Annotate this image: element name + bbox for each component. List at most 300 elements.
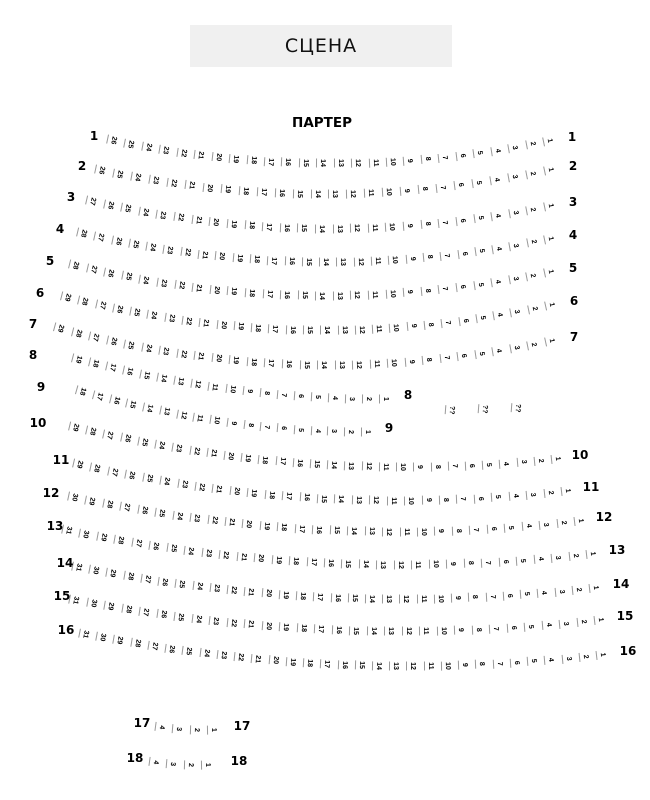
seat[interactable]: 10	[225, 384, 236, 394]
seat[interactable]: 24	[159, 476, 170, 487]
seat[interactable]: 6	[465, 461, 475, 470]
seat[interactable]: 12	[399, 594, 409, 603]
seat[interactable]: 8	[420, 219, 431, 229]
seat[interactable]: 24	[154, 440, 165, 451]
seat[interactable]: 26	[103, 199, 115, 210]
seat[interactable]: 26	[149, 540, 160, 550]
seat[interactable]: 18	[244, 220, 255, 230]
seat[interactable]: 19	[271, 555, 282, 565]
seat[interactable]: 8	[243, 420, 254, 430]
seat[interactable]: 15	[341, 559, 351, 568]
seat[interactable]: 3	[559, 619, 570, 629]
seat[interactable]: 11	[411, 560, 421, 569]
seat[interactable]: 2	[576, 617, 587, 627]
seat[interactable]: 12	[406, 661, 416, 670]
seat[interactable]: 20	[216, 320, 227, 330]
seat[interactable]: 8	[439, 495, 449, 504]
seat[interactable]: 3	[516, 457, 527, 467]
seat[interactable]: 28	[77, 296, 89, 307]
seat[interactable]: 20	[209, 217, 220, 227]
seat[interactable]: 11	[368, 290, 378, 299]
seat[interactable]: 14	[320, 326, 330, 335]
seat[interactable]: 26	[137, 505, 148, 516]
seat[interactable]: 10	[396, 463, 406, 472]
seat[interactable]: 10	[388, 255, 399, 265]
seat[interactable]: 4	[490, 145, 501, 155]
seat[interactable]: 12	[369, 496, 379, 505]
seat[interactable]: 29	[60, 291, 72, 302]
seat[interactable]: 2	[526, 237, 538, 248]
seat[interactable]: 14	[142, 402, 154, 413]
seat[interactable]: 30	[86, 598, 97, 609]
seat[interactable]: 16	[299, 493, 310, 503]
seat[interactable]: 23	[156, 277, 167, 287]
seat[interactable]: 19	[229, 355, 240, 365]
seat[interactable]: 21	[244, 587, 255, 597]
seat[interactable]: 15	[139, 369, 151, 380]
seat[interactable]: 2	[525, 168, 537, 179]
seat[interactable]: 18	[289, 556, 300, 566]
seat[interactable]: 6	[454, 180, 465, 190]
seat[interactable]: 15	[303, 325, 313, 334]
seat[interactable]: 22	[180, 247, 191, 257]
seat[interactable]: 10	[441, 661, 451, 670]
seat[interactable]: 21	[244, 620, 255, 630]
seat[interactable]: 11	[387, 496, 397, 505]
seat[interactable]: 29	[68, 421, 80, 432]
seat[interactable]: 10	[434, 594, 444, 603]
seat[interactable]: 23	[164, 313, 175, 323]
seat[interactable]: 4	[154, 722, 165, 732]
seat[interactable]: 19	[229, 154, 240, 164]
seat[interactable]: 2	[527, 303, 539, 314]
seat[interactable]: 21	[198, 249, 209, 259]
seat[interactable]: 18	[250, 255, 261, 265]
seat[interactable]: 6	[503, 591, 514, 601]
seat[interactable]: 15	[292, 189, 302, 198]
seat[interactable]: 15	[299, 158, 309, 167]
seat[interactable]: 7	[456, 495, 466, 504]
seat[interactable]: 16	[292, 458, 303, 468]
seat[interactable]: 12	[191, 379, 202, 389]
seat[interactable]: 24	[172, 511, 183, 521]
seat[interactable]: 14	[372, 661, 382, 670]
seat[interactable]: 3	[172, 724, 183, 734]
seat[interactable]: 27	[88, 331, 100, 342]
seat[interactable]: 22	[173, 212, 184, 222]
seat[interactable]: 9	[451, 593, 461, 602]
seat[interactable]: 1	[551, 454, 562, 464]
seat[interactable]: 14	[317, 360, 327, 369]
seat[interactable]: 1	[561, 486, 572, 496]
seat[interactable]: 8	[468, 593, 478, 602]
seat[interactable]: 21	[206, 448, 217, 458]
seat[interactable]: 25	[137, 436, 149, 447]
seat[interactable]: 17	[256, 187, 267, 197]
seat[interactable]: 30	[79, 528, 91, 539]
seat[interactable]: 29	[103, 601, 114, 612]
seat[interactable]: 14	[365, 594, 375, 603]
seat[interactable]: 22	[174, 280, 185, 290]
unknown-seat[interactable]: ??	[478, 404, 489, 414]
seat[interactable]: 28	[114, 535, 125, 546]
seat[interactable]: 25	[155, 508, 166, 518]
seat[interactable]: 23	[177, 479, 188, 489]
seat[interactable]: 7	[439, 353, 450, 363]
seat[interactable]: 20	[261, 621, 272, 631]
seat[interactable]: 11	[368, 158, 378, 167]
seat[interactable]: 9	[403, 288, 414, 298]
seat[interactable]: 9	[403, 221, 414, 231]
seat[interactable]: 16	[122, 366, 134, 377]
seat[interactable]: 9	[242, 386, 253, 396]
seat[interactable]: 22	[176, 349, 187, 359]
seat[interactable]: 16	[280, 223, 290, 232]
seat[interactable]: 2	[525, 139, 537, 150]
seat[interactable]: 26	[106, 135, 118, 146]
seat[interactable]: 24	[141, 142, 152, 153]
seat[interactable]: 20	[202, 182, 213, 192]
seat[interactable]: 24	[141, 343, 152, 354]
seat[interactable]: 1	[544, 336, 556, 347]
seat[interactable]: 4	[541, 620, 552, 630]
seat[interactable]: 12	[350, 224, 360, 233]
seat[interactable]: 4	[491, 277, 502, 287]
seat[interactable]: 9	[413, 462, 423, 471]
seat[interactable]: 19	[71, 353, 83, 364]
seat[interactable]: 25	[173, 612, 184, 622]
seat[interactable]: 29	[72, 459, 84, 470]
seat[interactable]: 25	[175, 579, 186, 589]
seat[interactable]: 29	[96, 531, 107, 542]
seat[interactable]: 9	[403, 156, 414, 166]
seat[interactable]: 3	[554, 587, 565, 597]
seat[interactable]: 2	[527, 339, 539, 350]
seat[interactable]: 7	[260, 422, 271, 432]
seat[interactable]: 6	[510, 658, 521, 668]
seat[interactable]: 15	[349, 626, 359, 635]
seat[interactable]: 5	[472, 178, 483, 188]
seat[interactable]: 18	[258, 455, 269, 465]
seat[interactable]: 18	[238, 186, 249, 196]
seat[interactable]: 5	[520, 590, 531, 600]
seat[interactable]: 7	[440, 251, 451, 261]
seat[interactable]: 20	[254, 553, 265, 563]
seat[interactable]: 4	[492, 346, 503, 357]
seat[interactable]: 7	[492, 659, 502, 669]
seat[interactable]: 11	[379, 462, 389, 471]
seat[interactable]: 21	[225, 517, 236, 527]
seat[interactable]: 13	[328, 189, 338, 198]
seat[interactable]: 13	[352, 495, 362, 504]
seat[interactable]: 24	[139, 274, 150, 285]
seat[interactable]: 3	[561, 654, 572, 664]
seat[interactable]: 13	[335, 360, 345, 369]
seat[interactable]: 9	[406, 321, 417, 331]
seat[interactable]: 11	[364, 188, 374, 197]
seat[interactable]: 6	[486, 524, 497, 534]
seat[interactable]: 17	[264, 358, 275, 368]
seat[interactable]: 13	[337, 325, 347, 334]
seat[interactable]: 3	[526, 490, 537, 500]
seat[interactable]: 4	[492, 310, 503, 321]
seat[interactable]: 9	[454, 626, 464, 635]
seat[interactable]: 6	[498, 557, 509, 567]
seat[interactable]: 18	[296, 591, 307, 601]
seat[interactable]: 22	[166, 178, 177, 188]
seat[interactable]: 13	[365, 527, 375, 536]
seat[interactable]: 15	[125, 399, 137, 410]
seat[interactable]: 24	[147, 310, 158, 321]
seat[interactable]: 14	[319, 258, 329, 267]
seat[interactable]: 13	[334, 159, 344, 168]
seat[interactable]: 5	[474, 246, 485, 256]
seat[interactable]: 22	[219, 550, 230, 560]
seat[interactable]: 26	[158, 576, 169, 586]
seat[interactable]: 30	[95, 632, 106, 643]
seat[interactable]: 23	[216, 650, 227, 660]
seat[interactable]: 11	[371, 256, 381, 265]
seat[interactable]: 1	[544, 300, 556, 311]
seat[interactable]: 3	[509, 240, 520, 251]
seat[interactable]: 22	[234, 652, 245, 662]
seat[interactable]: 26	[165, 643, 176, 653]
seat[interactable]: 10	[385, 289, 396, 299]
seat[interactable]: 20	[223, 450, 234, 460]
seat[interactable]: 5	[473, 148, 484, 158]
seat[interactable]: 3	[551, 553, 562, 563]
seat[interactable]: 21	[236, 552, 247, 562]
seat[interactable]: 8	[471, 625, 481, 634]
seat[interactable]: 6	[474, 494, 484, 504]
seat[interactable]: 13	[384, 627, 394, 636]
seat[interactable]: 6	[457, 248, 468, 258]
seat[interactable]: 3	[509, 343, 520, 354]
seat[interactable]: 6	[455, 150, 466, 160]
seat[interactable]: 17	[295, 524, 306, 534]
seat[interactable]: 27	[85, 195, 97, 206]
seat[interactable]: 13	[333, 291, 343, 300]
seat[interactable]: 28	[102, 499, 114, 510]
seat[interactable]: 15	[355, 660, 365, 669]
seat[interactable]: 31	[78, 629, 90, 640]
seat[interactable]: 1	[543, 267, 555, 278]
seat[interactable]: 13	[389, 661, 399, 670]
seat[interactable]: 1	[542, 136, 554, 147]
seat[interactable]: 1	[586, 549, 597, 559]
seat[interactable]: 28	[85, 426, 97, 437]
seat[interactable]: 6	[456, 282, 467, 292]
seat[interactable]: 16	[282, 359, 292, 368]
seat[interactable]: 11	[399, 527, 409, 536]
seat[interactable]: 8	[420, 286, 431, 296]
seat[interactable]: 16	[324, 558, 334, 567]
seat[interactable]: 7	[481, 558, 491, 567]
seat[interactable]: 13	[382, 594, 392, 603]
seat[interactable]: 10	[385, 222, 395, 232]
seat[interactable]: 16	[274, 188, 284, 197]
seat[interactable]: 20	[209, 285, 220, 295]
seat[interactable]: 19	[247, 488, 258, 498]
seat[interactable]: 23	[209, 616, 220, 626]
seat[interactable]: 6	[457, 351, 468, 361]
seat[interactable]: 25	[120, 203, 132, 214]
seat[interactable]: 11	[424, 661, 434, 670]
seat[interactable]: 16	[331, 625, 341, 634]
seat[interactable]: 2	[533, 456, 544, 466]
seat[interactable]: 4	[537, 588, 548, 598]
seat[interactable]: 10	[386, 157, 397, 167]
seat[interactable]: 1	[543, 165, 555, 176]
seat[interactable]: 12	[362, 462, 372, 471]
seat[interactable]: 13	[159, 406, 171, 417]
seat[interactable]: 13	[174, 376, 185, 387]
seat[interactable]: 7	[438, 153, 449, 163]
seat[interactable]: 18	[75, 385, 87, 396]
seat[interactable]: 5	[527, 657, 538, 667]
seat[interactable]: 24	[130, 172, 141, 183]
seat[interactable]: 26	[125, 470, 137, 481]
seat[interactable]: 2	[578, 652, 589, 662]
seat[interactable]: 21	[194, 150, 205, 160]
seat[interactable]: 11	[208, 381, 219, 391]
seat[interactable]: 22	[226, 618, 237, 628]
seat[interactable]: 16	[109, 394, 121, 405]
seat[interactable]: 7	[489, 624, 499, 634]
seat[interactable]: 12	[382, 527, 392, 536]
seat[interactable]: 29	[113, 635, 124, 646]
seat[interactable]: 26	[106, 335, 118, 346]
seat[interactable]: 19	[278, 590, 289, 600]
seat[interactable]: 15	[298, 291, 308, 300]
seat[interactable]: 25	[112, 168, 124, 179]
seat[interactable]: 18	[245, 288, 256, 298]
seat[interactable]: 1	[379, 395, 389, 404]
seat[interactable]: 1	[543, 234, 555, 245]
seat[interactable]: 18	[247, 357, 258, 367]
seat[interactable]: 1	[594, 615, 605, 625]
seat[interactable]: 27	[107, 466, 119, 477]
seat[interactable]: 25	[121, 271, 133, 282]
seat[interactable]: 16	[280, 290, 290, 299]
seat[interactable]: 28	[123, 571, 134, 581]
seat[interactable]: 26	[94, 165, 106, 176]
seat[interactable]: 14	[359, 560, 369, 569]
seat[interactable]: 24	[145, 242, 156, 253]
seat[interactable]: 4	[328, 393, 338, 402]
seat[interactable]: 15	[297, 224, 307, 233]
seat[interactable]: 1	[361, 427, 371, 436]
seat[interactable]: 20	[211, 152, 222, 162]
seat[interactable]: 23	[159, 145, 170, 155]
seat[interactable]: 1	[589, 583, 600, 593]
seat[interactable]: 28	[68, 259, 80, 270]
seat[interactable]: 17	[313, 592, 323, 601]
seat[interactable]: 1	[574, 516, 585, 526]
seat[interactable]: 1	[201, 760, 211, 769]
unknown-seat[interactable]: ??	[445, 405, 456, 415]
seat[interactable]: 26	[156, 609, 167, 619]
seat[interactable]: 5	[482, 460, 493, 470]
seat[interactable]: 17	[275, 456, 286, 466]
seat[interactable]: 3	[166, 759, 177, 769]
seat[interactable]: 15	[348, 593, 358, 602]
seat[interactable]: 18	[251, 323, 262, 333]
seat[interactable]: 8	[421, 154, 432, 164]
seat[interactable]: 17	[282, 491, 293, 501]
seat[interactable]: 2	[526, 204, 538, 215]
seat[interactable]: 11	[372, 324, 382, 334]
seat[interactable]: 7	[438, 218, 449, 228]
seat[interactable]: 11	[419, 627, 429, 636]
seat[interactable]: 20	[261, 588, 272, 598]
seat[interactable]: 15	[317, 494, 327, 504]
seat[interactable]: 27	[131, 538, 142, 548]
seat[interactable]: 25	[124, 138, 136, 149]
seat[interactable]: 2	[571, 585, 582, 595]
seat[interactable]: 14	[327, 460, 337, 470]
seat[interactable]: 25	[182, 646, 193, 656]
seat[interactable]: 15	[330, 526, 340, 535]
seat[interactable]: 8	[430, 462, 440, 471]
seat[interactable]: 20	[268, 655, 279, 665]
seat[interactable]: 28	[71, 327, 83, 338]
seat[interactable]: 22	[207, 515, 218, 525]
seat[interactable]: 5	[524, 622, 535, 632]
seat[interactable]: 2	[556, 518, 567, 528]
seat[interactable]: 14	[310, 189, 320, 198]
seat[interactable]: 7	[485, 592, 495, 602]
seat[interactable]: 4	[491, 210, 502, 220]
seat[interactable]: 6	[277, 423, 288, 433]
seat[interactable]: 30	[88, 565, 99, 576]
seat[interactable]: 17	[320, 659, 330, 668]
seat[interactable]: 26	[111, 235, 123, 246]
seat[interactable]: 16	[337, 660, 347, 669]
seat[interactable]: 6	[458, 315, 469, 325]
seat[interactable]: 28	[90, 462, 102, 473]
seat[interactable]: 18	[246, 155, 257, 165]
seat[interactable]: 5	[516, 556, 527, 566]
seat[interactable]: 14	[347, 526, 357, 535]
seat[interactable]: 10	[417, 527, 427, 536]
seat[interactable]: 5	[474, 349, 485, 359]
seat[interactable]: 3	[508, 274, 519, 285]
seat[interactable]: 25	[166, 543, 177, 553]
seat[interactable]: 17	[314, 624, 324, 633]
seat[interactable]: 12	[351, 159, 361, 168]
seat[interactable]: 12	[401, 627, 411, 636]
seat[interactable]: 9	[458, 660, 468, 669]
seat[interactable]: 19	[279, 622, 290, 632]
seat[interactable]: 16	[284, 257, 294, 266]
seat[interactable]: 23	[209, 583, 220, 593]
seat[interactable]: 18	[277, 522, 288, 532]
seat[interactable]: 21	[184, 180, 195, 190]
seat[interactable]: 17	[262, 222, 273, 232]
seat[interactable]: 15	[310, 459, 321, 469]
seat[interactable]: 23	[201, 548, 212, 558]
seat[interactable]: 25	[128, 239, 139, 250]
seat[interactable]: 2	[190, 725, 200, 734]
seat[interactable]: 14	[157, 373, 168, 384]
seat[interactable]: 7	[438, 284, 449, 294]
seat[interactable]: 26	[112, 304, 124, 315]
seat[interactable]: 2	[543, 488, 554, 498]
seat[interactable]: 17	[264, 157, 275, 167]
seat[interactable]: 22	[194, 481, 205, 491]
seat[interactable]: 18	[264, 490, 275, 500]
